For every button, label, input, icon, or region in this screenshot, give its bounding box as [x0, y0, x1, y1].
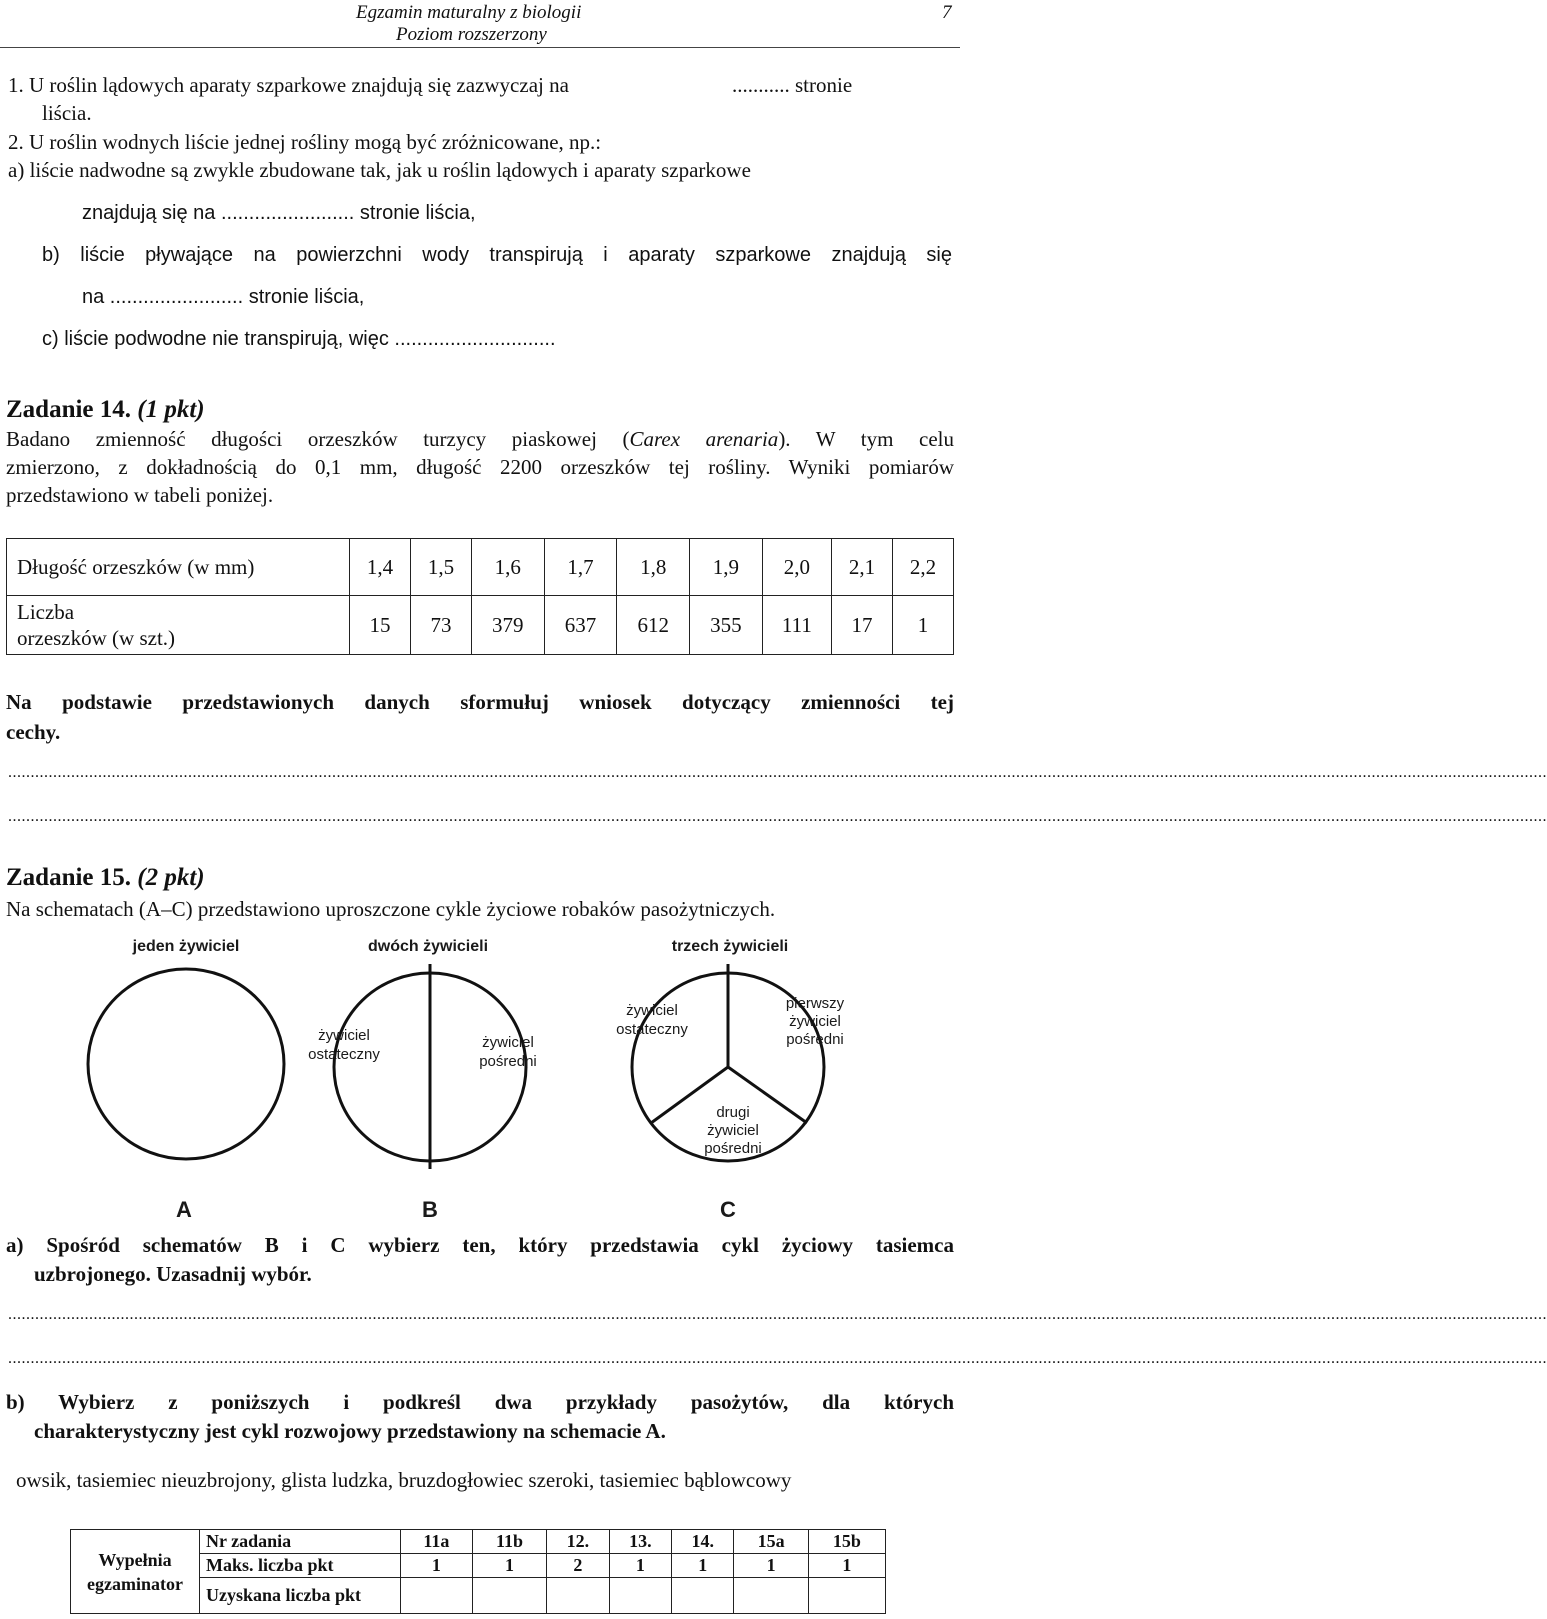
exam-level: Poziom rozszerzony [396, 24, 547, 45]
diagram-label-a: A [176, 1197, 192, 1222]
count-cell: 1 [892, 596, 953, 655]
task-15b-line2: charakterystyczny jest cykl rozwojowy przedstawiony na schemacie A. [34, 1419, 666, 1443]
item-2a-line2: znajdują się na ........................ stronie liścia, [82, 202, 476, 224]
task-15-intro: Na schematach (A–C) przedstawiono uproszczone cykle życiowe robaków pasożytniczych. [6, 897, 776, 921]
task-14-question-line1: Na podstawie przedstawionych danych sformułuj wniosek dotyczący zmienności tej [6, 690, 954, 714]
b-left-label: ostateczny [308, 1046, 380, 1063]
length-cell: 2,1 [832, 539, 893, 596]
task-14-intro-line2: zmierzono, z dokładnością do 0,1 mm, długość 2200 orzeszków tej rośliny. Wyniki pomiarów [6, 455, 954, 479]
task-14-title: Zadanie 14. (1 pkt) [6, 396, 205, 423]
obtained-points-cell[interactable] [672, 1578, 734, 1614]
item-2c-line: c) liście podwodne nie transpirują, więc ............................. [42, 328, 556, 350]
count-cell: 111 [762, 596, 831, 655]
b-left-label: żywiciel [318, 1027, 370, 1044]
page-number: 7 [942, 2, 952, 23]
task-number-cell: 13. [609, 1530, 671, 1554]
item-1-blank: ........... stronie [732, 73, 853, 97]
c-bottom-label: pośredni [704, 1140, 762, 1157]
max-points-cell: 1 [401, 1554, 473, 1578]
item-1-end: liścia. [42, 101, 92, 125]
task-15b-line1: b) Wybierz z poniższych i podkreśl dwa przykłady pasożytów, dla których [6, 1390, 954, 1414]
task-15a-line2: uzbrojonego. Uzasadnij wybór. [34, 1262, 312, 1286]
item-2b-line2: na ........................ stronie liścia, [82, 286, 365, 308]
life-cycle-diagram [0, 925, 960, 1225]
b-right-label: pośredni [479, 1053, 537, 1070]
count-cell: 612 [617, 596, 690, 655]
max-points-cell: 1 [609, 1554, 671, 1578]
item-2-text: 2. U roślin wodnych liście jednej rośliny mogą być zróżnicowane, np.: [8, 130, 602, 154]
length-cell: 1,4 [350, 539, 411, 596]
task-number-cell: 11b [472, 1530, 546, 1554]
cycle-a-circle [88, 969, 284, 1159]
count-cell: 73 [410, 596, 471, 655]
c-right-label: żywiciel [789, 1013, 841, 1030]
task-14-intro-line3: przedstawiono w tabeli poniżej. [6, 483, 274, 507]
task-15a-line1: a) Spośród schematów B i C wybierz ten, który przedstawia cykl życiowy tasiemca [6, 1233, 954, 1257]
task-number-cell: 14. [672, 1530, 734, 1554]
max-points-cell: 2 [547, 1554, 609, 1578]
answer-line[interactable]: ...................................................................................................................................................................................................................................................................................................................................................... [8, 1306, 1547, 1323]
obtained-points-cell[interactable] [547, 1578, 609, 1614]
row-header-count: Liczba orzeszków (w szt.) [7, 596, 350, 655]
task-number-cell: 15b [808, 1530, 885, 1554]
length-cell: 1,6 [471, 539, 544, 596]
max-points-cell: 1 [672, 1554, 734, 1578]
length-cell: 1,9 [690, 539, 763, 596]
c-left-label: ostateczny [616, 1021, 688, 1038]
length-cell: 2,2 [892, 539, 953, 596]
page-header [0, 0, 960, 48]
row-header-length: Długość orzeszków (w mm) [7, 539, 350, 596]
c-right-label: pierwszy [785, 995, 845, 1012]
max-points-cell: 1 [472, 1554, 546, 1578]
obtained-points-cell[interactable] [734, 1578, 808, 1614]
answer-line[interactable]: ...................................................................................................................................................................................................................................................................................................................................................... [8, 808, 1547, 825]
filled-by-examiner: Wypełnia egzaminator [71, 1530, 200, 1614]
diagram-label-c: C [720, 1197, 736, 1222]
c-bottom-label: drugi [716, 1104, 750, 1121]
measurement-table [6, 538, 954, 655]
max-points-cell: 1 [808, 1554, 885, 1578]
count-cell: 379 [471, 596, 544, 655]
length-cell: 2,0 [762, 539, 831, 596]
table-row [7, 539, 954, 596]
count-cell: 17 [832, 596, 893, 655]
b-right-label: żywiciel [482, 1034, 534, 1051]
task-number-cell: 11a [401, 1530, 473, 1554]
row-label-obtained-points: Uzyskana liczba pkt [200, 1578, 401, 1614]
item-1-line [8, 73, 569, 98]
exam-title: Egzamin maturalny z biologii [356, 2, 582, 23]
max-points-cell: 1 [734, 1554, 808, 1578]
obtained-points-cell[interactable] [808, 1578, 885, 1614]
item-2b-line1: b) liście pływające na powierzchni wody transpirują i aparaty szparkowe znajdują się [42, 244, 952, 266]
row-label-task-number: Nr zadania [200, 1530, 401, 1554]
task-14-question-line2: cechy. [6, 720, 61, 744]
obtained-points-cell[interactable] [472, 1578, 546, 1614]
count-cell: 637 [544, 596, 617, 655]
task-number-cell: 15a [734, 1530, 808, 1554]
score-table [70, 1529, 886, 1614]
answer-line[interactable]: ...................................................................................................................................................................................................................................................................................................................................................... [8, 764, 1547, 781]
table-row [7, 596, 954, 655]
count-cell: 15 [350, 596, 411, 655]
c-bottom-label: żywiciel [707, 1122, 759, 1139]
length-cell: 1,8 [617, 539, 690, 596]
c-right-label: pośredni [786, 1031, 844, 1048]
c-left-label: żywiciel [626, 1002, 678, 1019]
diagram-c-title: trzech żywicieli [671, 938, 789, 955]
diagram-a-title: jeden żywiciel [132, 938, 240, 955]
item-2a-line1: a) liście nadwodne są zwykle zbudowane tak, jak u roślin lądowych i aparaty szparkowe [8, 158, 751, 182]
diagram-b-title: dwóch żywicieli [367, 938, 489, 955]
count-cell: 355 [690, 596, 763, 655]
parasite-examples[interactable]: owsik, tasiemiec nieuzbrojony, glista ludzka, bruzdogłowiec szeroki, tasiemiec bąblowcowy [16, 1468, 792, 1492]
diagram-label-b: B [422, 1197, 438, 1222]
item-1-text: 1. U roślin lądowych aparaty szparkowe znajdują się zazwyczaj na [8, 73, 569, 97]
obtained-points-cell[interactable] [609, 1578, 671, 1614]
table-row [71, 1530, 886, 1554]
answer-line[interactable]: ...................................................................................................................................................................................................................................................................................................................................................... [8, 1350, 1547, 1367]
task-15-title: Zadanie 15. (2 pkt) [6, 864, 205, 891]
row-label-max-points: Maks. liczba pkt [200, 1554, 401, 1578]
length-cell: 1,7 [544, 539, 617, 596]
length-cell: 1,5 [410, 539, 471, 596]
task-number-cell: 12. [547, 1530, 609, 1554]
task-14-intro-line1: Badano zmienność długości orzeszków turzycy piaskowej (Carex arenaria). W tym celu [6, 427, 954, 451]
species-name: Carex arenaria [629, 427, 779, 451]
obtained-points-cell[interactable] [401, 1578, 473, 1614]
